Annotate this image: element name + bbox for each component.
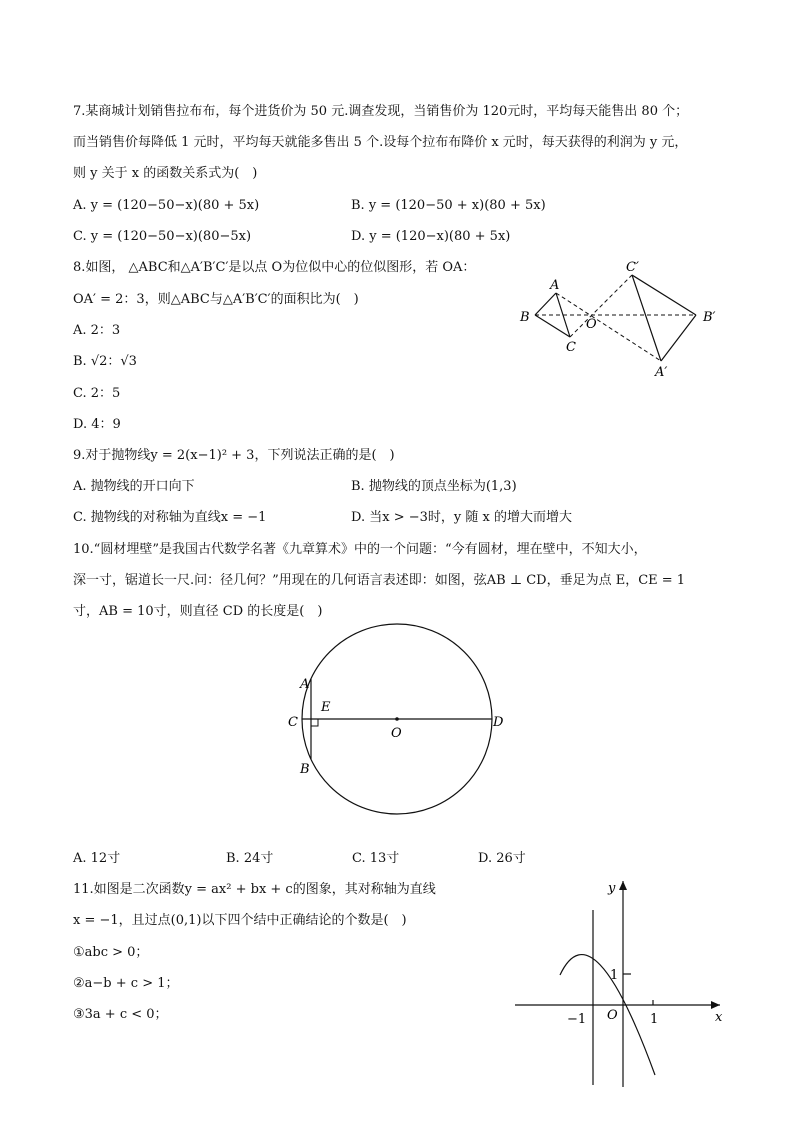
q10-option-d: D. 26寸 <box>478 851 526 866</box>
q10-label-d: D <box>493 715 504 730</box>
q11-statement-3: ③3a + c < 0； <box>73 1007 168 1022</box>
q11-statement-2: ②a−b + c > 1； <box>73 976 179 991</box>
q9-option-b: B. 抛物线的顶点坐标为(1,3) <box>351 479 517 494</box>
q10-stem-line-1: 10.“圆材埋壁”是我国古代数学名著《九章算术》中的一个问题：“今有圆材，埋在壁中，不知大小， <box>73 542 647 557</box>
q10-option-a: A. 12寸 <box>73 851 121 866</box>
q11-stem-line-1: 11.如图是二次函数y = ax² + bx + c的图象，其对称轴为直线 <box>73 882 436 897</box>
q8-label-c-prime: C′ <box>626 260 639 275</box>
q8-label-a: A <box>550 278 560 293</box>
q11-parabola-graph <box>510 875 730 1090</box>
q10-option-b: B. 24寸 <box>226 851 274 866</box>
q7-stem-line-2: 而当销售价每降低 1 元时，平均每天就能多售出 5 个.设每个拉布布降价 x 元时，每天获得的利润为 y 元， <box>73 135 688 150</box>
q8-stem-line-2: OA′ = 2：3，则△ABC与△A′B′C′的面积比为( ) <box>73 292 359 307</box>
q8-option-a: A. 2：3 <box>73 323 121 338</box>
q11-statement-1: ①abc > 0； <box>73 945 149 960</box>
q10-stem-line-3: 寸，AB = 10寸，则直径 CD 的长度是( ) <box>73 604 323 619</box>
q11-label-neg-one: −1 <box>567 1012 587 1027</box>
q10-label-b: B <box>300 762 310 777</box>
q8-option-c: C. 2：5 <box>73 386 121 401</box>
q8-option-b: B. √2：√3 <box>73 354 137 369</box>
q9-option-a: A. 抛物线的开口向下 <box>73 479 195 494</box>
q10-label-a: A <box>300 677 310 692</box>
q7-stem-line-3: 则 y 关于 x 的函数关系式为( ) <box>73 166 258 181</box>
q10-option-c: C. 13寸 <box>352 851 400 866</box>
q11-label-y-one: 1 <box>610 968 619 983</box>
q8-label-b: B <box>520 310 530 325</box>
q10-label-c: C <box>288 715 298 730</box>
q7-option-a: A. y = (120−50−x)(80 + 5x) <box>73 198 260 213</box>
q8-stem-line-1: 8.如图， △ABC和△A′B′C′是以点 O为位似中心的位似图形，若 OA： <box>73 260 476 275</box>
q10-stem-line-2: 深一寸，锯道长一尺.问：径几何？”用现在的几何语言表述即：如图，弦AB ⊥ CD，垂足为点 E，CE = 1 <box>73 573 686 588</box>
q10-label-e: E <box>321 700 331 715</box>
q7-option-b: B. y = (120−50 + x)(80 + 5x) <box>351 198 546 213</box>
q9-option-c: C. 抛物线的对称轴为直线x = −1 <box>73 510 267 525</box>
q11-stem-line-2: x = −1，且过点(0,1)以下四个结中正确结论的个数是( ) <box>73 913 407 928</box>
q11-label-y: y <box>608 881 616 896</box>
q9-stem-line-1: 9.对于抛物线y = 2(x−1)² + 3，下列说法正确的是( ) <box>73 448 395 463</box>
q8-label-a-prime: A′ <box>655 365 668 380</box>
q7-option-d: D. y = (120−x)(80 + 5x) <box>351 229 511 244</box>
q8-label-b-prime: B′ <box>703 310 716 325</box>
q8-label-o: O <box>586 317 597 332</box>
q10-circle-figure <box>280 622 520 842</box>
q8-similar-triangles-figure <box>510 255 730 385</box>
q7-stem-line-1: 7.某商城计划销售拉布布，每个进货价为 50 元.调查发现，当销售价为 120元时，平均每天能售出 80 个； <box>73 104 689 119</box>
q11-label-o: O <box>607 1008 618 1023</box>
q8-option-d: D. 4：9 <box>73 417 121 432</box>
q9-option-d: D. 当x > −3时，y 随 x 的增大而增大 <box>351 510 572 525</box>
q7-option-c: C. y = (120−50−x)(80−5x) <box>73 229 252 244</box>
q10-label-o: O <box>391 726 402 741</box>
q11-label-x: x <box>715 1010 723 1025</box>
q11-label-pos-one: 1 <box>650 1012 659 1027</box>
q8-label-c: C <box>566 340 576 355</box>
